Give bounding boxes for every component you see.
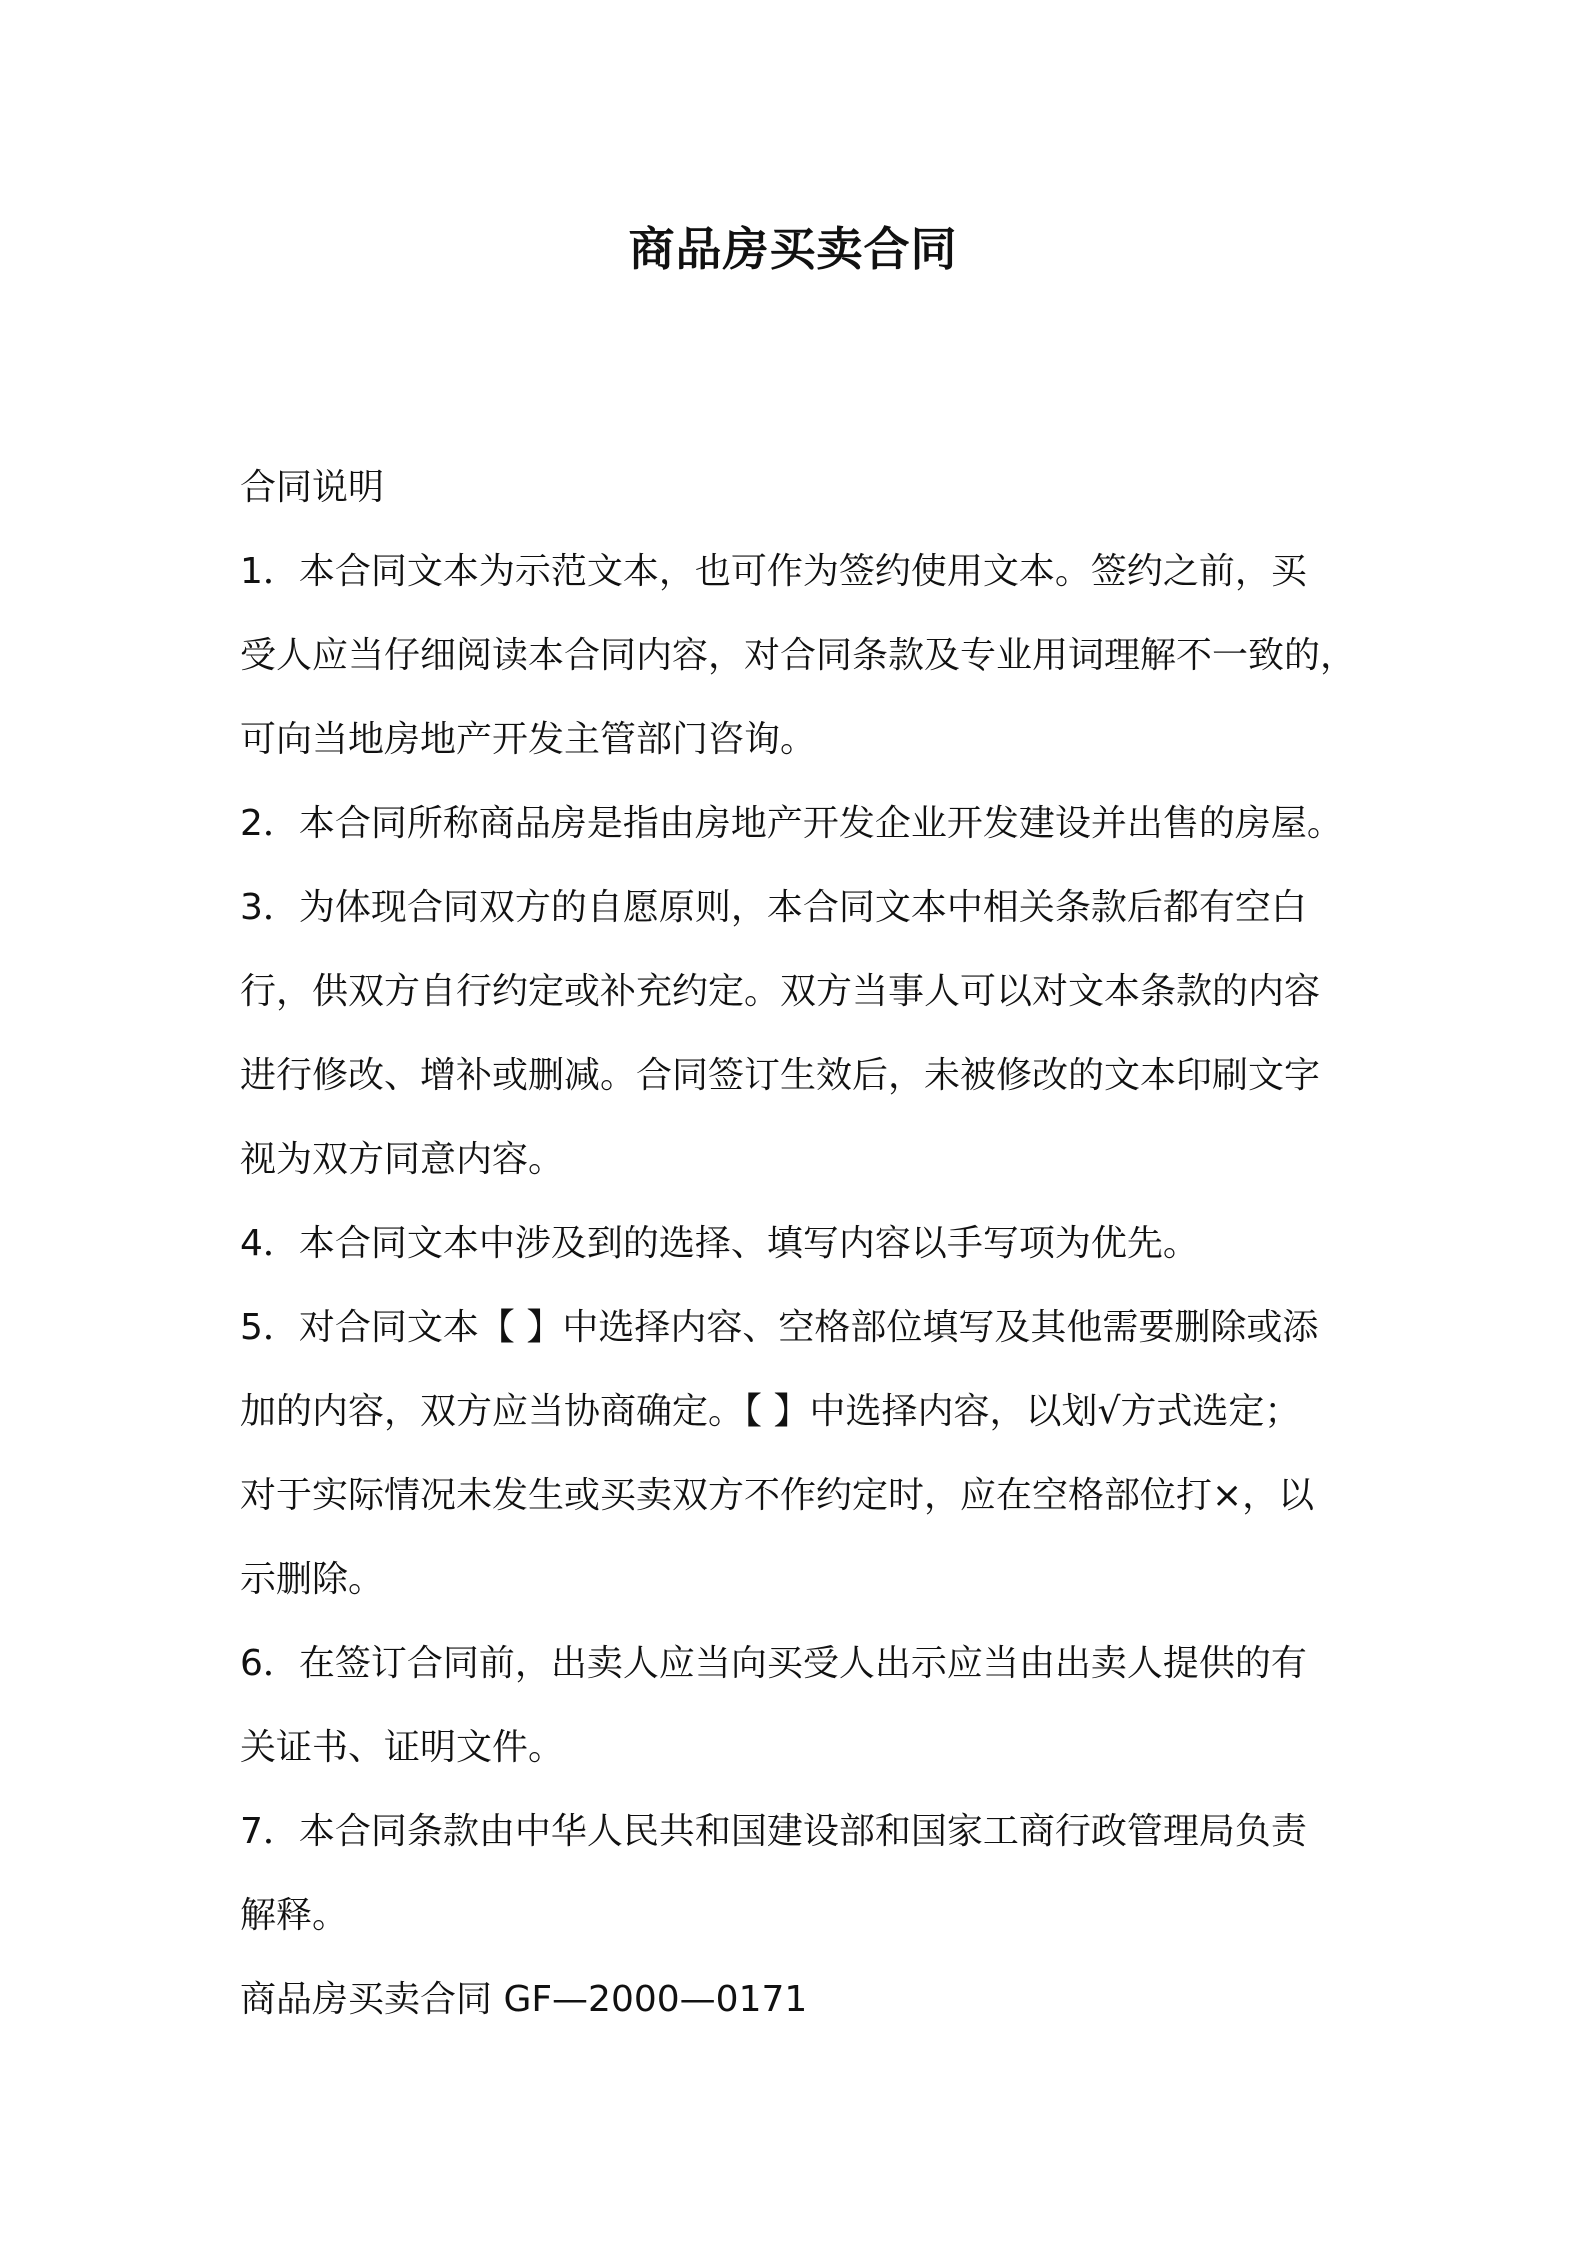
clause-6 [240,1622,1380,1790]
clause-line: 视为双方同意内容。 [240,1139,565,1180]
clause-line: 关证书、证明文件。 [240,1727,565,1768]
clause-4 [240,1202,1380,1286]
clause-line: 2．本合同所称商品房是指由房地产开发企业开发建设并出售的房屋。 [240,803,1343,844]
clause-1 [240,530,1380,782]
clause-line: 6．在签订合同前，出卖人应当向买受人出示应当由出卖人提供的有 [240,1643,1307,1684]
clause-3 [240,866,1380,1202]
clause-7 [240,1790,1380,1958]
clause-2 [240,782,1380,866]
document-body [240,446,1380,2042]
clause-line: 7．本合同条款由中华人民共和国建设部和国家工商行政管理局负责 [240,1811,1307,1852]
clause-line: 行，供双方自行约定或补充约定。双方当事人可以对文本条款的内容 [240,971,1321,1012]
clause-line: 加的内容，双方应当协商确定。【 】中选择内容，以划√方式选定； [240,1391,1301,1432]
clause-line: 3．为体现合同双方的自愿原则，本合同文本中相关条款后都有空白 [240,887,1307,928]
clause-line: 示删除。 [240,1559,385,1600]
clause-line: 4．本合同文本中涉及到的选择、填写内容以手写项为优先。 [240,1223,1199,1264]
clause-line: 对于实际情况未发生或买卖双方不作约定时，应在空格部位打×，以 [240,1475,1315,1516]
clause-5 [240,1286,1380,1622]
contract-code: 商品房买卖合同 GF—2000—0171 [240,1979,808,2020]
clause-line: 可向当地房地产开发主管部门咨询。 [240,719,817,760]
clause-line: 进行修改、增补或删减。合同签订生效后，未被修改的文本印刷文字 [240,1055,1321,1096]
section-heading: 合同说明 [240,467,385,508]
page-title: 商品房买卖合同 [628,222,958,276]
clause-line: 解释。 [240,1895,349,1936]
clause-line: 1．本合同文本为示范文本，也可作为签约使用文本。签约之前，买 [240,551,1307,592]
clause-line: 5．对合同文本【 】中选择内容、空格部位填写及其他需要删除或添 [240,1307,1319,1348]
clause-line: 受人应当仔细阅读本合同内容，对合同条款及专业用词理解不一致的， [240,635,1357,676]
